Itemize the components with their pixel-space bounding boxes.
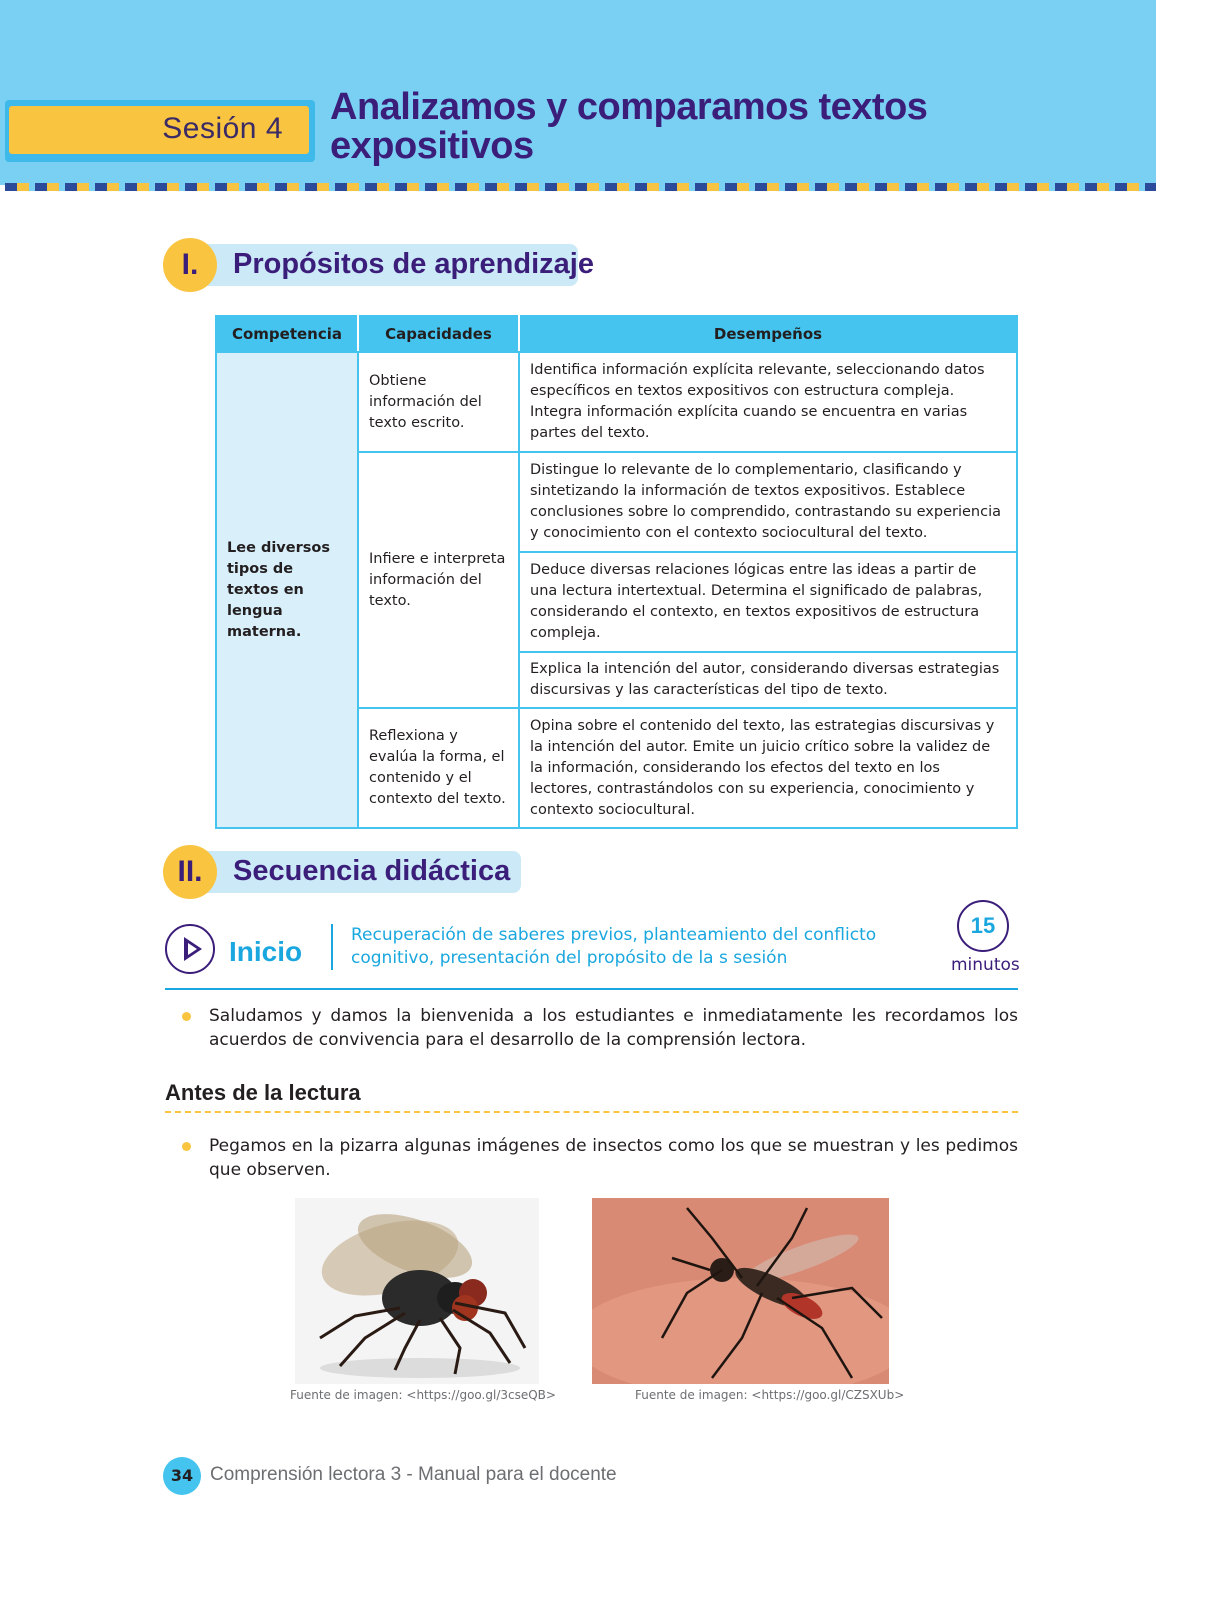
desempeno-cell: Distingue lo relevante de lo complementario, clasificando y sintetizando la información de textos expositivos. Establece conclusiones sobre lo comprendido, contrastando su experiencia y conocimiento con el contexto sociocultural del texto. [519, 452, 1017, 552]
table-header-row [216, 316, 1017, 352]
inicio-label: Inicio [229, 936, 303, 967]
bullet-text: Pegamos en la pizarra algunas imágenes de insectos como los que se muestran y les pedimos que observen. [209, 1136, 1018, 1180]
inicio-row [165, 900, 1018, 990]
column-header: Capacidades [358, 316, 519, 352]
section-heading-2 [163, 845, 528, 899]
bullet-text: Saludamos y damos la bienvenida a los estudiantes e inmediatamente les recordamos los acuerdos de convivencia para el desarrollo de la comprensión lectora. [209, 1006, 1018, 1050]
bullet-icon [182, 1012, 191, 1021]
capacidad-cell: Reflexiona y evalúa la forma, el contenido y el contexto del texto. [358, 708, 519, 828]
column-header: Competencia [216, 316, 358, 352]
section-number: I. [163, 238, 217, 292]
session-tab-inner [9, 106, 309, 154]
image-caption: Fuente de imagen: <https://goo.gl/CZSXUb> [635, 1388, 905, 1402]
footer-text: Comprensión lectora 3 - Manual para el docente [210, 1464, 617, 1485]
header-stripe [5, 183, 1156, 191]
list-item [182, 1004, 1018, 1054]
capacidad-cell: Obtiene información del texto escrito. [358, 352, 519, 452]
bullet-icon [182, 1142, 191, 1151]
table-row [216, 352, 1017, 452]
column-header: Desempeños [519, 316, 1017, 352]
session-tab [5, 100, 315, 162]
timer-icon: 15 [957, 900, 1009, 952]
dashed-divider [165, 1111, 1018, 1113]
image-caption: Fuente de imagen: <https://goo.gl/3cseQB> [290, 1388, 556, 1402]
mosquito-illustration [592, 1198, 889, 1384]
desempeno-cell: Deduce diversas relaciones lógicas entre las ideas a partir de una lectura intertextual. Determina el significado de palabras, considerando el contexto, en textos expositivos de estructura compleja. [519, 552, 1017, 652]
mosquito-photo [592, 1198, 889, 1384]
inicio-underline [165, 988, 1018, 990]
section-title: Propósitos de aprendizaje [233, 248, 594, 280]
desempeno-cell: Opina sobre el contenido del texto, las estrategias discursivas y la intención del autor. Emite un juicio crítico sobre la validez de la información, considerando los efectos del texto en los lectores, contrastándolos con su experiencia, conocimiento y contexto sociocultural. [519, 708, 1017, 828]
inicio-description: Recuperación de saberes previos, planteamiento del conflicto cognitivo, presentación del propósito de la s sesión [351, 925, 877, 968]
divider [331, 924, 333, 970]
timer-label: minutos [951, 955, 1020, 975]
fly-illustration [295, 1198, 539, 1384]
subheading: Antes de la lectura [165, 1080, 361, 1105]
fly-photo [295, 1198, 539, 1384]
capacidad-cell: Infiere e interpreta información del texto. [358, 452, 519, 708]
desempeno-cell: Explica la intención del autor, considerando diversas estrategias discursivas y las características del tipo de texto. [519, 652, 1017, 708]
page-title: Analizamos y comparamos textos expositivos [330, 86, 928, 167]
competencias-table [215, 315, 1018, 829]
competencia-cell: Lee diversos tipos de textos en lengua materna. [216, 352, 358, 828]
session-label: Sesión 4 [162, 112, 283, 145]
section-number: II. [163, 845, 217, 899]
play-icon [165, 924, 215, 974]
page-number: 34 [163, 1457, 201, 1495]
desempeno-cell: Identifica información explícita relevante, seleccionando datos específicos en textos expositivos con estructura compleja. Integra información explícita cuando se encuentra en varias partes del texto. [519, 352, 1017, 452]
section-heading-1 [163, 238, 594, 292]
list-item [182, 1134, 1018, 1184]
section-title: Secuencia didáctica [233, 855, 511, 887]
